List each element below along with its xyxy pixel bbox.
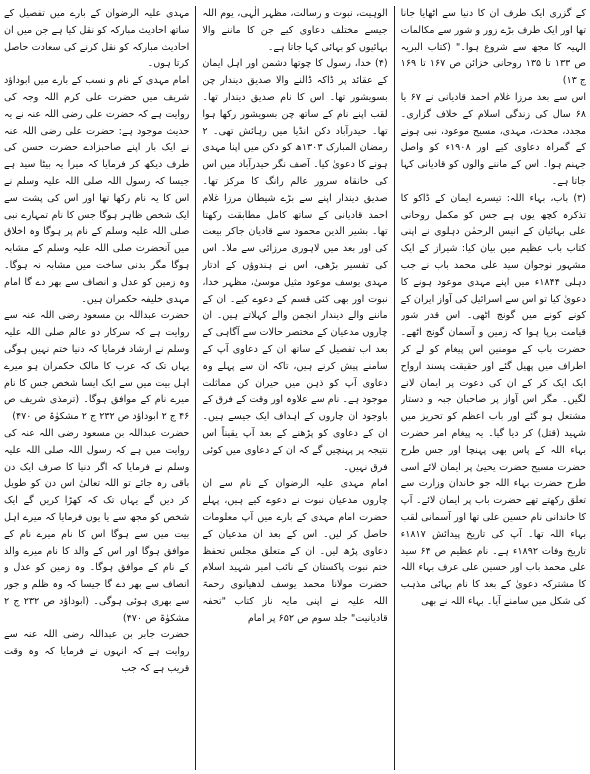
paragraph: حضرت عبداللہ بن مسعود رضی اللہ عنہ سے روایت ہے کہ سرکار دو عالم صلی اللہ علیہ وسلم نے ارشاد فرمایا کہ دنیا ختم نہیں ہوگی یہاں تک کہ عرب کا مالک حکمران ہو میرے اہل بیت میں سے ایک ایسا شخص جس کا نام میرے نام کے موافق ہوگا۔ (ترمذی شریف ص ۴۶ ج ۲ ابوداؤد ص ۲۳۲ ج ۲ مشکوٰۃ ص ۴۷۰): [4, 310, 190, 423]
paragraph: کے گزری ایک طرف ان کا دنیا سے اٹھایا جانا تھا اور ایک طرف بڑے زور و شور سے مکالمات الہیہ کا مجھ سے شروع ہوا۔" (کتاب البریہ ص ۱۳۳ تا ۱۳۵ روحانی خزائن ص ۱۶۷ تا ۱۶۹ ج ۱۳): [400, 8, 586, 87]
paragraph: حضرت عبداللہ بن مسعود رضی اللہ عنہ کی روایت میں ہے کہ رسول اللہ صلی اللہ علیہ وسلم نے فرمایا کہ اگر دنیا کا صرف ایک دن باقی رہ جائے تو اللہ تعالیٰ اس دن کو طویل کر دیں گے یہاں تک کہ کھڑا کریں گے ایک شخص کو مجھ سے یا یوں فرمایا کہ میرے اہل بیت میں سے ہوگا اس کا نام میرے نام کے موافق ہوگا اور اس کے والد کا نام میرے والد کے نام کے موافق ہوگا۔ وہ زمین کو عدل و انصاف سے بھر دے گا جیسا کہ وہ ظلم و جور سے بھری ہوئی ہوگی۔ (ابوداؤد ص ۲۳۲ ج ۲ مشکوٰۃ ص ۴۷۰): [4, 427, 190, 624]
paragraph: الوہیت، نبوت و رسالت، مظہر الٰہی، یوم اللہ جیسے مختلف دعاوی کیے جن کا ماننے والا بہائیوں کو بہائی کہا جاتا ہے۔: [202, 8, 388, 53]
paragraph: (۴) خدا، رسول کا چوتھا دشمن اور اہل ایمان کے عقائد پر ڈاکہ ڈالنے والا صدیق دیندار چن بسویشور تھا۔ اس کا نام صدیق دیندار تھا۔ لقب اپنے نام کے ساتھ چن بسویشور رکھا ہوا تھا۔ حیدرآباد دکن انڈیا میں رہائش تھی۔ ۲ رمضان المبارک ۱۳۰۳ھ کو دکن میں اپنا مہدی ہونے کا دعویٰ کیا۔ آصف نگر حیدرآباد میں اس کی خانقاہ سرور عالم رانگ کا مرکز تھا۔ صدیق دیندار اپنے سے بڑے شیطان مرزا غلام احمد قادیانی کے ساتھ کامل مطابقت رکھتا تھا۔ بشیر الدین محمود سے قادیان جاکر بیعت کی اور بعد میں لاہوری مرزائی سے ملا۔ اس کی تفسیر بڑھی، اس نے ہندوؤں کے ادتار مہدی یوسف موعود مثیل موسیٰ، مظہر خدا، نبوت اور بھی کئی قسم کے دعوے کیے۔ ان کے ماننے والے دیندار انجمن والے کہلاتے ہیں۔ ان چاروں مدعیان کے مختصر حالات سے آگاہی کے بعد اب تفصیل کے ساتھ ان کے دعاوی آپ کے سامنے پیش کرنے ہیں، تاکہ ان سے پہلے وہ دعاوی آپ کو ذہن میں حیران کن مماثلت موجود ہے۔ نام سے علاوہ اور وقت کے فرق کے باوجود ان چاروں کے اہداف ایک جیسے ہیں۔ ان کے دعاوی کو پڑھنے کے بعد آپ یقیناً اس نتیجہ پر پہنچیں گے کہ ان کے دعاوی میں کوئی فرق نہیں۔: [202, 58, 388, 473]
paragraph: مہدی علیہ الرضوان کے بارے میں تفصیل کے ساتھ احادیث مبارکہ کو نقل کیا ہے جن میں ان احادیث مبارکہ کو نقل کرنے کی سعادت حاصل کرتا ہوں۔: [4, 8, 190, 70]
column-divider: [195, 6, 196, 770]
paragraph: اس سے بعد مرزا غلام احمد قادیانی نے ۶۷ یا ۶۸ سال کی زندگی اسلام کے خلاف گزاری۔ مجدد، محدث، مہدی، مسیح موعود، نبی ہونے کے گمراہ دعاوی کیے اور ۱۹۰۸ء کو واصل جہنم ہوا۔ اس کے ماننے والوں کو قادیانی کہا جاتا ہے۔: [400, 91, 586, 187]
column-divider: [394, 6, 395, 770]
text-column-middle: [202, 6, 387, 770]
paragraph: (۳) باب، بہاء اللہ: تیسرے ایمان کے ڈاکو کا تذکرہ کچھ یوں ہے جس کو مکمل روحانی علی بہائیان کے انیس الرحمٰن دہلوی نے اپنی کتاب باب عظیم میں بیان کیا: شیراز کے ایک مشہور نوجوان سید علی محمد باب نے جب دہلی ۱۸۴۴ء میں اپنے مہدی موعود ہونے کا دعویٰ کیا تو اس سے اسرائیل کی آواز ایران کے کونے کونے میں گونج اٹھی۔ اس قدر شور قیامت برپا ہوا کہ زمین و آسمان گونج اٹھے۔ حضرت باب کے مومنین اس پیغام کو لے کر اطراف میں پھیل گئے اور حقیقت پسند ارواح ایک ایک کر کے ان کی دعوت پر ایمان لانے لگیں۔ مگر اس آواز پر صاحبان جبہ و دستار مشتعل ہو گئے اور باب اعظم کو تحریز میں شہید (قتل) کر دیا گیا۔ یہ پیغام امر حضرت بہاء اللہ کے پاس بھی پہنچا اور جس طرح حضرت مسیح حضرت یحییٰ پر ایمان لائے اسی طرح حضرت بہاء اللہ جو خاندان وزارت سے تعلق رکھتے تھے حضرت باب پر ایمان لائے۔ آپ کا خاندانی نام حسین علی تھا اور آسمانی لقب بہاء اللہ تھا۔ آپ کی تاریخ پیدائش ۱۸۱۷ء تاریخ وفات ۱۸۹۲ء ہے۔ نام عظیم ص ۶۴ سید علی محمد باب اور حسین علی عرف بہاء اللہ کا مشترکہ دعویٰ کے بعد کا نام بہائی مذہب کی شکل میں سامنے آیا۔ بہاء اللہ نے بھی: [400, 192, 586, 607]
paragraph: حضرت جابر بن عبداللہ رضی اللہ عنہ سے روایت ہے کہ انہوں نے فرمایا کہ وہ وقت قریب ہے کہ جب: [4, 629, 190, 675]
paragraph: امام مہدی علیہ الرضوان کے نام سے ان چاروں مدعیان نبوت نے دعوے کیے ہیں، پہلے حضرت امام مہدی کے بارے میں آپ معلومات حاصل کر لیں۔ اس کے بعد ان مدعیان کے دعاوی پڑھ لیں۔ ان کے متعلق مجلس تحفظ ختم نبوت پاکستان کے نائب امیر شہید اسلام حضرت مولانا محمد یوسف لدھیانوی رحمۃ اللہ علیہ نے اپنی مایہ ناز کتاب "تحفہ قادیانیت" جلد سوم ص ۶۵۲ پر امام: [202, 478, 388, 624]
text-column-left: [4, 6, 189, 770]
text-column-right: [401, 6, 586, 770]
paragraph: امام مہدی کے نام و نسب کے بارے میں ابوداؤد شریف میں حضرت علی کرم اللہ وجہ کی روایت ہے کہ حضرت علی رضی اللہ عنہ نے یہ حدیث موجود ہے: حضرت علی رضی اللہ عنہ نے ایک بار اپنے صاحبزادے حضرت حسن کی طرف دیکھ کر فرمایا کہ میرا یہ بیٹا سید ہے جیسا کہ رسول اللہ صلی اللہ علیہ وسلم نے اس کا یہ نام رکھا تھا اور اس کی پشت سے ایک شخص ظاہر ہوگا جس کا نام تمہارے نبی صلی اللہ علیہ وسلم کے نام پر ہوگا وہ اخلاق میں آنحضرت صلی اللہ علیہ وسلم کے مشابہ ہوگا مگر بدنی ساخت میں مشابہ نہ ہوگا۔ وہ زمین کو عدل و انصاف سے بھر دے گا امام مہدی خلیفہ حکمران ہیں۔: [4, 75, 190, 305]
